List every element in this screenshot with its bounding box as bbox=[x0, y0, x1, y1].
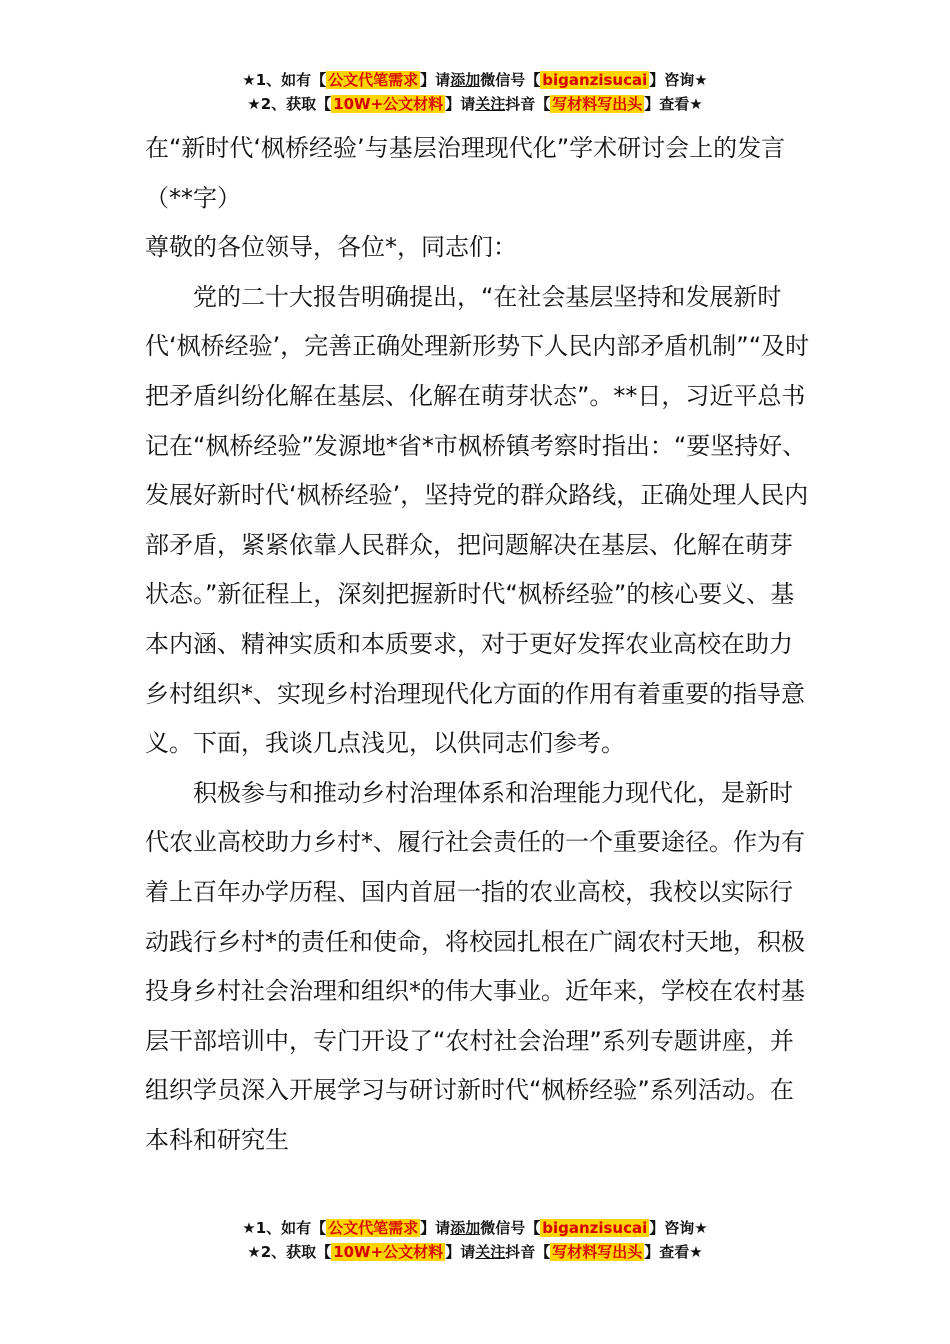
highlight-text: biganzisucai bbox=[542, 71, 648, 89]
highlight-text: 公文代笔需求 bbox=[328, 1219, 419, 1237]
highlight-text: 10W+公文材料 bbox=[333, 1243, 444, 1261]
highlight-text: 10W+公文材料 bbox=[333, 95, 444, 113]
banner-line-2: ★2、获取【 10W+公文材料 】请关注抖音【 写材料写出头 】查看★ bbox=[247, 95, 703, 113]
highlight-text: biganzisucai bbox=[542, 1219, 648, 1237]
banner-line-2: ★2、获取【 10W+公文材料 】请关注抖音【 写材料写出头 】查看★ bbox=[247, 1243, 703, 1261]
document-body bbox=[145, 124, 810, 1165]
header-banner bbox=[0, 68, 950, 116]
banner-line-1: ★1、如有【 公文代笔需求 】请添加微信号【 biganzisucai 】咨询★ bbox=[242, 71, 708, 89]
highlight-text: 写材料写出头 bbox=[552, 1243, 643, 1261]
paragraph-2: 积极参与和推动乡村治理体系和治理能力现代化，是新时代农业高校助力乡村*、履行社会责任的一个重要途径。作为有着上百年办学历程、国内首屈一指的农业高校，我校以实际行动践行乡村*的责任和使命，将校园扎根在广阔农村天地，积极投身乡村社会治理和组织*的伟大事业。近年来，学校在农村基层干部培训中，专门开设了“农村社会治理”系列专题讲座，并组织学员深入开展学习与研讨新时代“枫桥经验”系列活动。在本科和研究生 bbox=[145, 778, 805, 1154]
footer-banner bbox=[0, 1216, 950, 1264]
document-title: 在“新时代‘枫桥经验’与基层治理现代化”学术研讨会上的发言（**字） bbox=[145, 134, 786, 212]
salutation: 尊敬的各位领导，各位*，同志们： bbox=[145, 233, 517, 262]
paragraph-1: 党的二十大报告明确提出，“在社会基层坚持和发展新时代‘枫桥经验’，完善正确处理新形势下人民内部矛盾机制”“及时把矛盾纠纷化解在基层、化解在萌芽状态”。**日，习近平总书记在“枫桥经验”发源地*省*市枫桥镇考察时指出：“要坚持好、发展好新时代‘枫桥经验’，坚持党的群众路线，正确处理人民内部矛盾，紧紧依靠人民群众，把问题解决在基层、化解在萌芽状态。”新征程上，深刻把握新时代“枫桥经验”的核心要义、基本内涵、精神实质和本质要求，对于更好发挥农业高校在助力乡村组织*、实现乡村治理现代化方面的作用有着重要的指导意义。下面，我谈几点浅见，以供同志们参考。 bbox=[145, 282, 810, 758]
highlight-text: 写材料写出头 bbox=[552, 95, 643, 113]
banner-line-1: ★1、如有【 公文代笔需求 】请添加微信号【 biganzisucai 】咨询★ bbox=[242, 1219, 708, 1237]
highlight-text: 公文代笔需求 bbox=[328, 71, 419, 89]
